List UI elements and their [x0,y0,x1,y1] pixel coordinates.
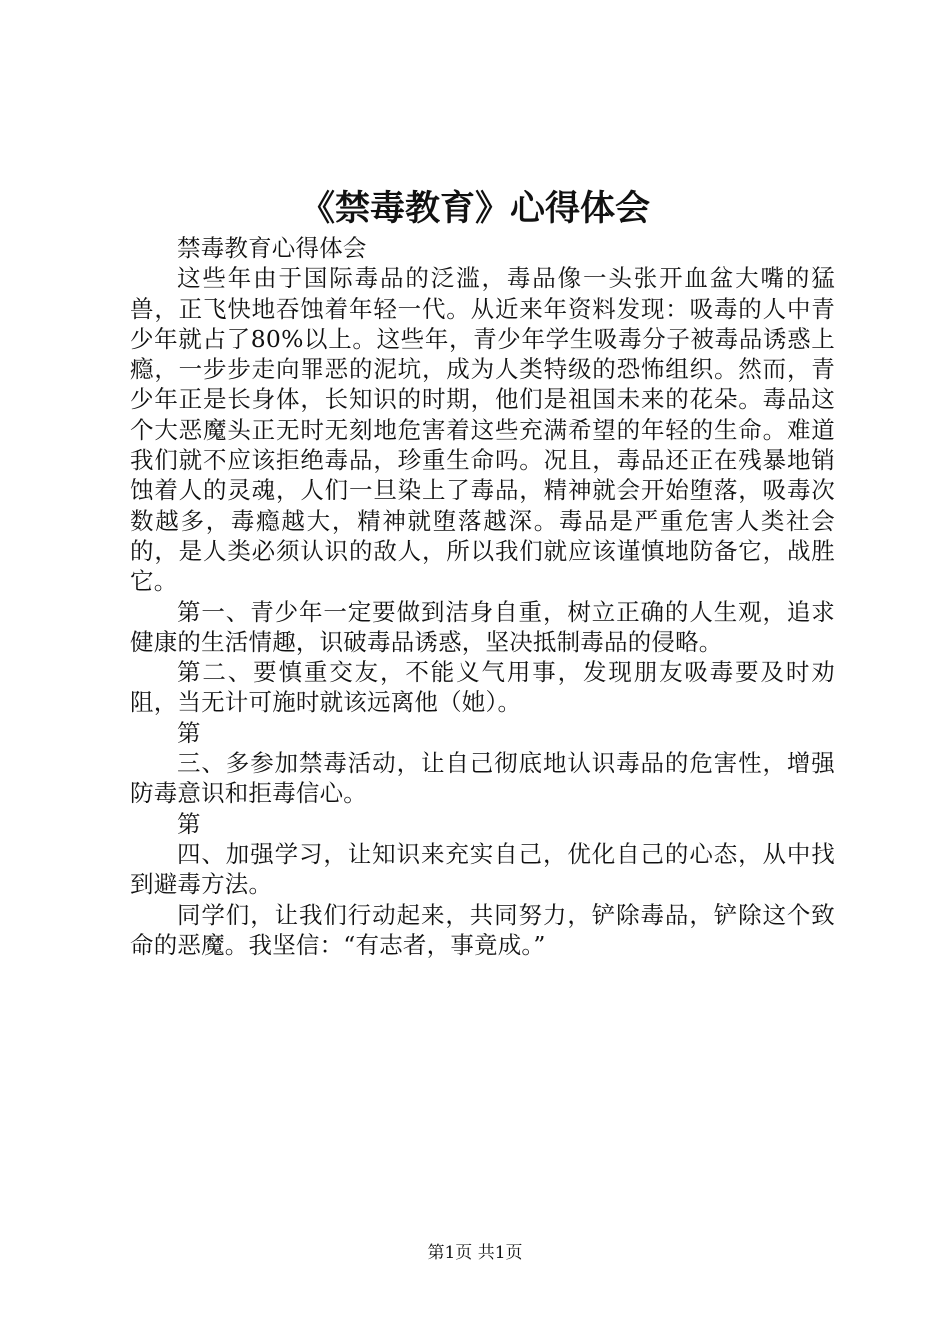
paragraph-point-four: 四、加强学习，让知识来充实自己，优化自己的心态，从中找到避毒方法。 [130,839,835,899]
document-title: 《禁毒教育》心得体会 [299,188,650,229]
paragraph-point-two: 第二、要慎重交友，不能义气用事，发现朋友吸毒要及时劝阻，当无计可施时就该远离他（她）。 [130,658,835,717]
paragraph-point-four-prefix: 第 [177,809,201,838]
paragraph-point-three-prefix: 第 [177,718,201,747]
page-footer: 第1页 共1页 [427,1243,523,1263]
paragraph-conclusion: 同学们，让我们行动起来，共同努力，铲除毒品，铲除这个致命的恶魔。我坚信：“有志者，事竟成。” [130,900,835,959]
paragraph-point-three: 三、多参加禁毒活动，让自己彻底地认识毒品的危害性，增强防毒意识和拒毒信心。 [130,749,835,808]
paragraph-subtitle: 禁毒教育心得体会 [177,234,367,262]
paragraph-intro: 这些年由于国际毒品的泛滥，毒品像一头张开血盆大嘴的猛兽，正飞快地吞蚀着年轻一代。从近来年资料发现：吸毒的人中青少年就占了80%以上。这些年，青少年学生吸毒分子被毒品诱惑上瘾，一步步走向罪恶的泥坑，成为人类特级的恐怖组织。然而，青少年正是长身体，长知识的时期，他们是祖国未来的花朵。毒品这个大恶魔头正无时无刻地危害着这些充满希望的年轻的生命。难道我们就不应该拒绝毒品，珍重生命吗。况且，毒品还正在残暴地销蚀着人的灵魂，人们一旦染上了毒品，精神就会开始堕落，吸毒次数越多，毒瘾越大，精神就堕落越深。毒品是严重危害人类社会的，是人类必须认识的敌人，所以我们就应该谨慎地防备它，战胜它。 [130,264,835,596]
document-body [130,233,835,960]
paragraph-point-one: 第一、青少年一定要做到洁身自重，树立正确的人生观，追求健康的生活情趣，识破毒品诱惑，坚决抵制毒品的侵略。 [130,597,835,656]
